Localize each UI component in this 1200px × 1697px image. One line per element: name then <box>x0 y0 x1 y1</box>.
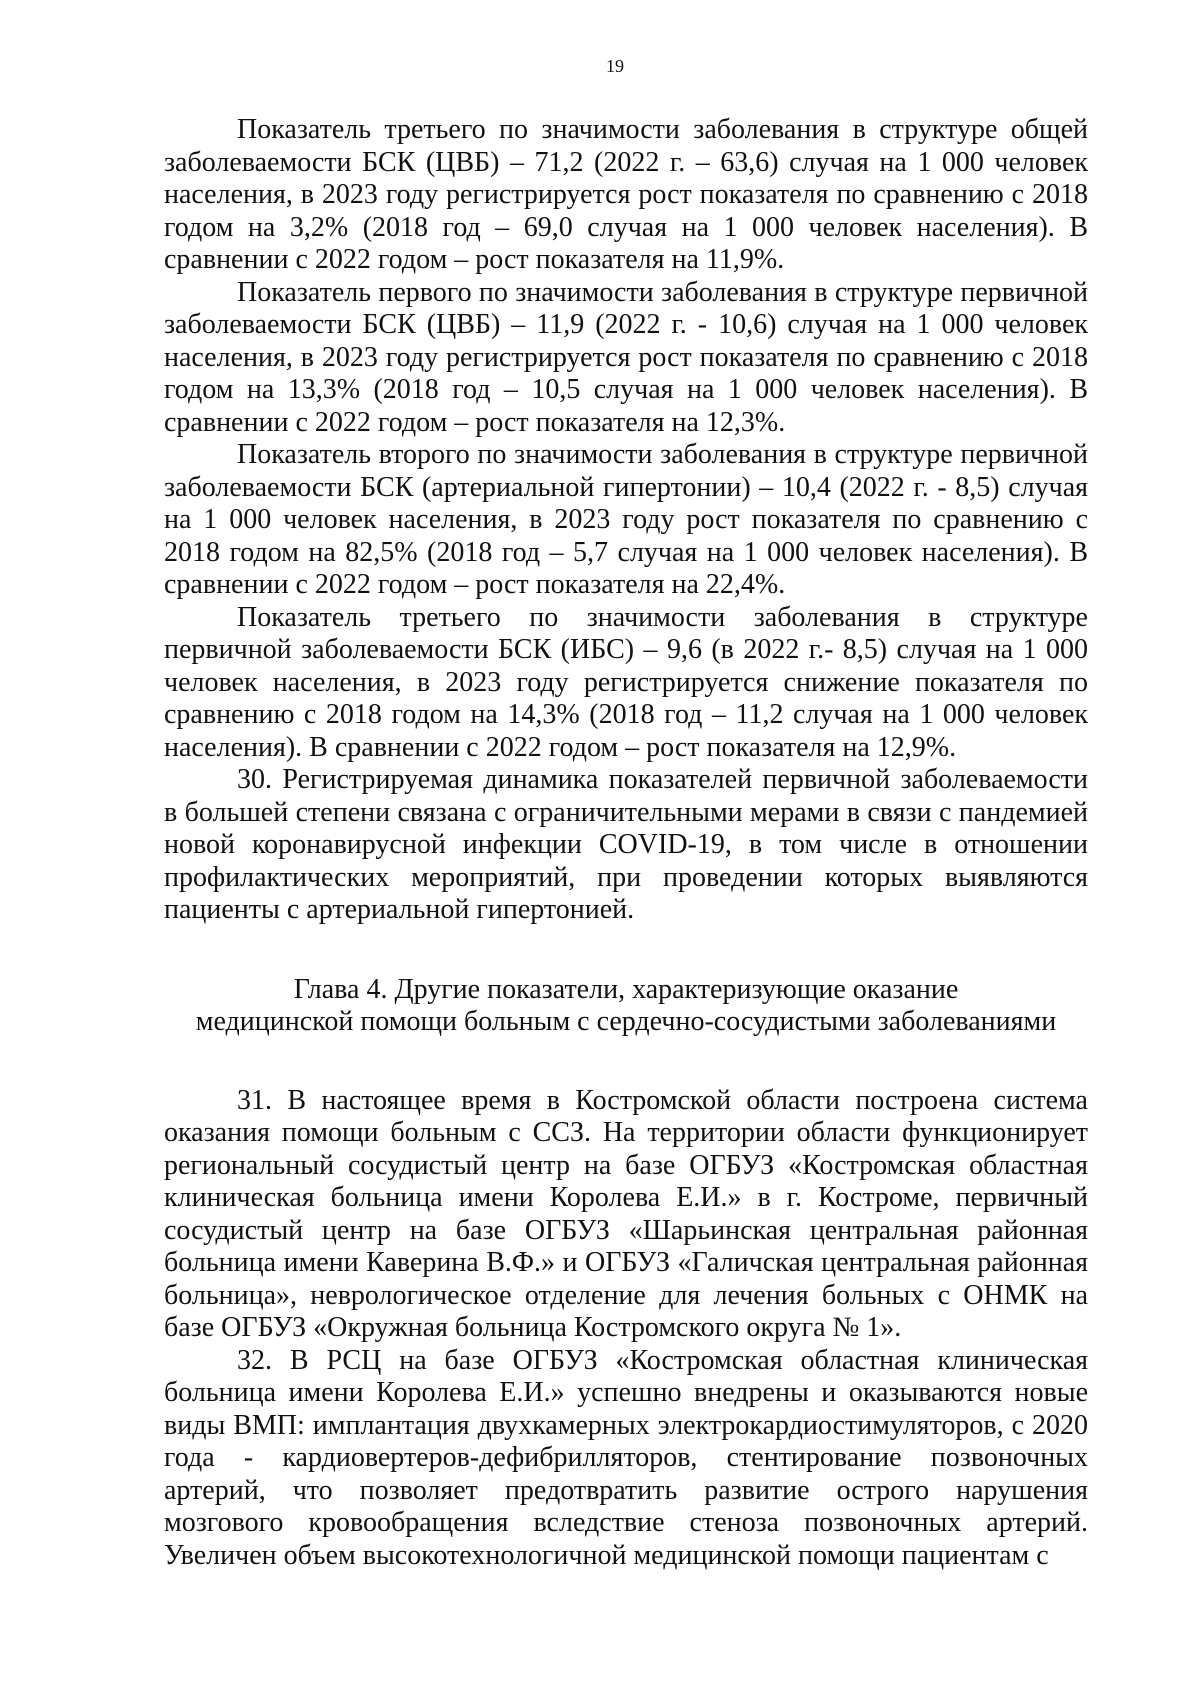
paragraph-32-hightech-care: 32. В РСЦ на базе ОГБУЗ «Костромская областная клиническая больница имени Королева Е.И.» успешно внедрены и оказываются новые виды ВМП: имплантация двухкамерных электрокардиостимуляторов, с 2020 года - кардиовертеров-дефибрилляторов, стентирование позвоночных артерий, что позволяет предотвратить развитие острого нарушения мозгового кровообращения вследствие стеноза позвоночных артерий. Увеличен объем высокотехнологичной медицинской помощи пациентам с <box>164 1344 1088 1571</box>
page-number: 19 <box>606 56 624 76</box>
paragraph-cvd-primary-incidence: Показатель первого по значимости заболевания в структуре первичной заболеваемости БСК (ЦВБ) – 11,9 (2022 г. - 10,6) случая на 1 000 человек населения, в 2023 году регистрируется рост показателя по сравнению с 2018 годом на 13,3% (2018 год – 10,5 случая на 1 000 человек населения). В сравнении с 2022 годом – рост показателя на 12,3%. <box>164 276 1088 438</box>
paragraph-31-care-system: 31. В настоящее время в Костромской области построена система оказания помощи больным с ССЗ. На территории области функционирует региональный сосудистый центр на базе ОГБУЗ «Костромская областная клиническая больница имени Королева Е.И.» в г. Костроме, первичный сосудистый центр на базе ОГБУЗ «Шарьинская центральная районная больница имени Каверина В.Ф.» и ОГБУЗ «Галичская центральная районная больница», неврологическое отделение для лечения больных с ОНМК на базе ОГБУЗ «Окружная больница Костромского округа № 1». <box>164 1084 1088 1343</box>
paragraph-hypertension-primary-incidence: Показатель второго по значимости заболевания в структуре первичной заболеваемости БСК (артериальной гипертонии) – 10,4 (2022 г. - 8,5) случая на 1 000 человек населения, в 2023 году рост показателя по сравнению с 2018 годом на 82,5% (2018 год – 5,7 случая на 1 000 человек населения). В сравнении с 2022 годом – рост показателя на 22,4%. <box>164 439 1088 600</box>
chapter-heading <box>164 974 1088 1039</box>
chapter-heading-line-2: медицинской помощи больным с сердечно-сосудистыми заболеваниями <box>195 1006 1057 1037</box>
page-content <box>164 114 1088 1572</box>
paragraph-ihd-primary-incidence: Показатель третьего по значимости заболевания в структуре первичной заболеваемости БСК (ИБС) – 9,6 (в 2022 г.- 8,5) случая на 1 000 человек населения, в 2023 году регистрируется снижение показателя по сравнению с 2018 годом на 14,3% (2018 год – 11,2 случая на 1 000 человек населения). В сравнении с 2022 годом – рост показателя на 12,9%. <box>164 601 1088 763</box>
paragraph-30-dynamics: 30. Регистрируемая динамика показателей первичной заболеваемости в большей степени связана с ограничительными мерами в связи с пандемией новой коронавирусной инфекции COVID-19, в том числе в отношении профилактических мероприятий, при проведении которых выявляются пациенты с артериальной гипертонией. <box>164 764 1088 925</box>
chapter-heading-line-1: Глава 4. Другие показатели, характеризующие оказание <box>293 973 959 1005</box>
paragraph-cvd-general-incidence: Показатель третьего по значимости заболевания в структуре общей заболеваемости БСК (ЦВБ) – 71,2 (2022 г. – 63,6) случая на 1 000 человек населения, в 2023 году регистрируется рост показателя по сравнению с 2018 годом на 3,2% (2018 год – 69,0 случая на 1 000 человек населения). В сравнении с 2022 годом – рост показателя на 11,9%. <box>164 114 1088 275</box>
